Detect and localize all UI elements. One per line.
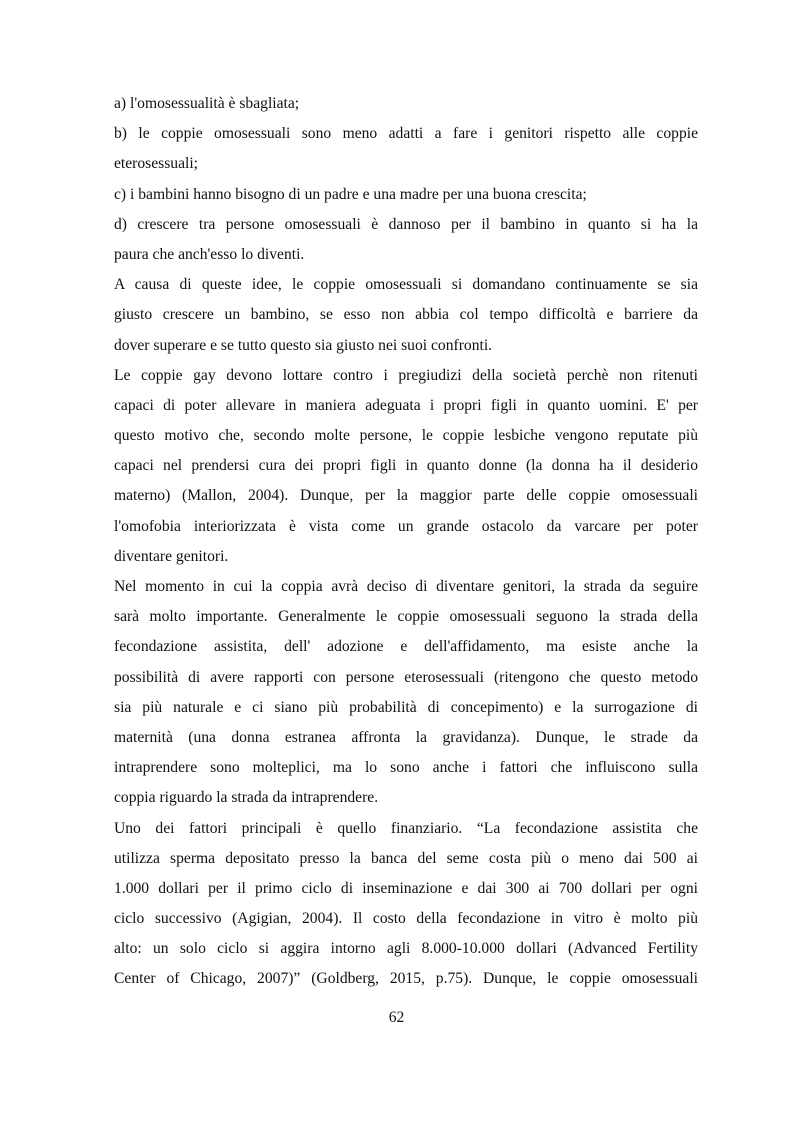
text-line: giusto crescere un bambino, se esso non abbia col tempo difficoltà e barriere da — [114, 306, 698, 324]
text-line: dover superare e se tutto questo sia giusto nei suoi confronti. — [114, 336, 493, 354]
text-line: sia più naturale e ci siano più probabilità di concepimento) e la surrogazione di — [114, 698, 698, 716]
text-line: l'omofobia interiorizzata è vista come un grande ostacolo da varcare per poter — [114, 517, 698, 535]
text-line: 1.000 dollari per il primo ciclo di inseminazione e dai 300 ai 700 dollari per ogni — [114, 879, 698, 897]
text-line: ciclo successivo (Agigian, 2004). Il costo della fecondazione in vitro è molto più — [114, 910, 698, 928]
text-line: questo motivo che, secondo molte persone, le coppie lesbiche vengono reputate più — [114, 427, 698, 445]
text-line: diventare genitori. — [114, 547, 229, 565]
text-line: eterosessuali; — [114, 155, 199, 173]
page-number: 62 — [388, 1009, 405, 1026]
text-line: Nel momento in cui la coppia avrà deciso di diventare genitori, la strada da seguire — [114, 578, 698, 595]
text-line: utilizza sperma depositato presso la banca del seme costa più o meno dai 500 ai — [114, 849, 698, 867]
text-line: maternità (una donna estranea affronta la gravidanza). Dunque, le strade da — [114, 728, 698, 746]
text-line: a) l'omosessualità è sbagliata; — [114, 95, 300, 112]
text-line: intraprendere sono molteplici, ma lo sono anche i fattori che influiscono sulla — [114, 759, 698, 777]
text-line: c) i bambini hanno bisogno di un padre e una madre per una buona crescita; — [114, 185, 587, 203]
text-line: Center of Chicago, 2007)” (Goldberg, 2015, p.75). Dunque, le coppie omosessuali — [114, 970, 698, 988]
text-line: paura che anch'esso lo diventi. — [114, 245, 305, 263]
text-line: b) le coppie omosessuali sono meno adatti a fare i genitori rispetto alle coppie — [114, 125, 698, 143]
text-line: d) crescere tra persone omosessuali è dannoso per il bambino in quanto si ha la — [114, 215, 698, 233]
text-line: possibilità di avere rapporti con persone eterosessuali (ritengono che questo metodo — [114, 668, 698, 686]
text-line: A causa di queste idee, le coppie omosessuali si domandano continuamente se sia — [114, 276, 698, 294]
text-line: Le coppie gay devono lottare contro i pregiudizi della società perchè non ritenuti — [114, 366, 698, 384]
text-line: capaci di poter allevare in maniera adeguata i propri figli in quanto uomini. E' per — [114, 396, 698, 414]
text-line: Uno dei fattori principali è quello finanziario. “La fecondazione assistita che — [114, 819, 698, 837]
text-line: materno) (Mallon, 2004). Dunque, per la maggior parte delle coppie omosessuali — [114, 487, 698, 505]
body-text — [114, 89, 698, 995]
text-line: capaci nel prendersi cura dei propri figli in quanto donne (la donna ha il desiderio — [114, 457, 698, 475]
text-line: coppia riguardo la strada da intraprendere. — [114, 789, 379, 807]
text-line: sarà molto importante. Generalmente le coppie omosessuali seguono la strada della — [114, 608, 698, 626]
text-line: fecondazione assistita, dell' adozione e dell'affidamento, ma esiste anche la — [114, 638, 698, 656]
text-line: alto: un solo ciclo si aggira intorno agli 8.000-10.000 dollari (Advanced Fertility — [114, 940, 698, 958]
